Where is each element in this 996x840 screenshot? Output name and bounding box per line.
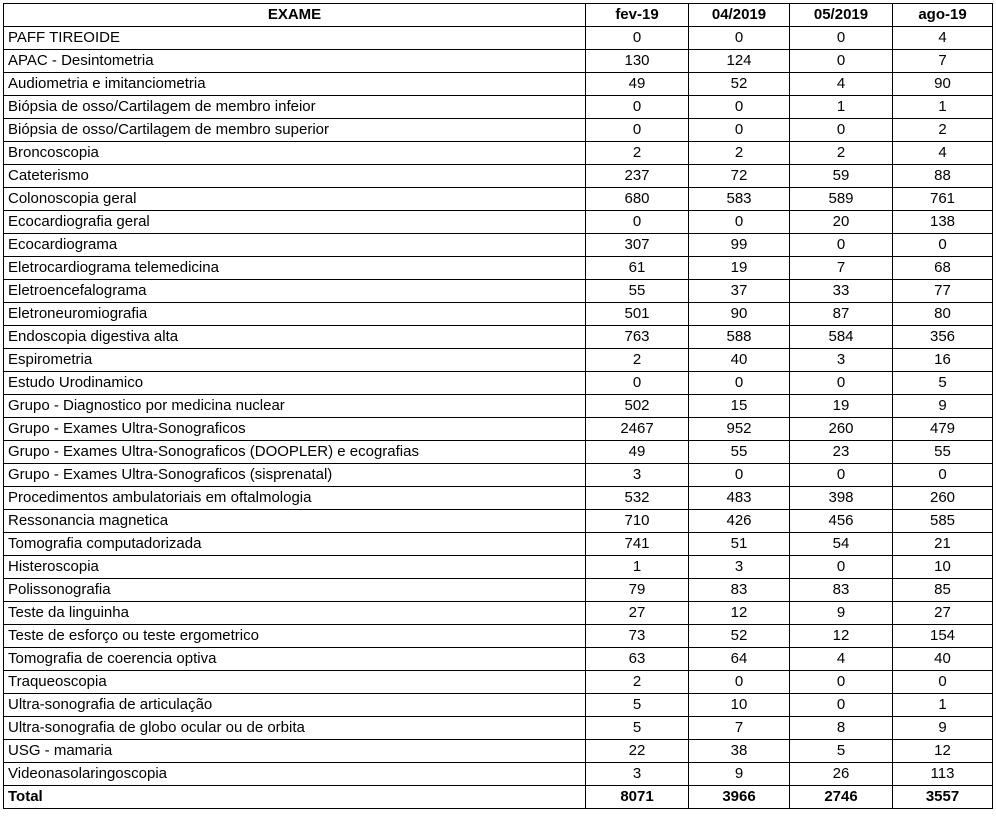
table-row xyxy=(4,740,993,763)
total-label: Total xyxy=(4,786,586,809)
value-ago-19: 55 xyxy=(893,441,993,464)
exam-name: Histeroscopia xyxy=(4,556,586,579)
value-04-2019: 0 xyxy=(689,671,790,694)
exam-name: Audiometria e imitanciometria xyxy=(4,73,586,96)
value-ago-19: 7 xyxy=(893,50,993,73)
table-row xyxy=(4,211,993,234)
value-04-2019: 52 xyxy=(689,73,790,96)
table-row xyxy=(4,464,993,487)
table-row xyxy=(4,96,993,119)
value-fev-19: 2 xyxy=(586,349,689,372)
value-04-2019: 99 xyxy=(689,234,790,257)
value-05-2019: 0 xyxy=(790,50,893,73)
exam-name: Teste de esforço ou teste ergometrico xyxy=(4,625,586,648)
value-ago-19: 113 xyxy=(893,763,993,786)
table-row xyxy=(4,694,993,717)
value-04-2019: 51 xyxy=(689,533,790,556)
value-04-2019: 9 xyxy=(689,763,790,786)
value-ago-19: 10 xyxy=(893,556,993,579)
value-fev-19: 3 xyxy=(586,464,689,487)
value-fev-19: 63 xyxy=(586,648,689,671)
table-row xyxy=(4,165,993,188)
value-05-2019: 0 xyxy=(790,119,893,142)
value-04-2019: 3 xyxy=(689,556,790,579)
value-05-2019: 12 xyxy=(790,625,893,648)
value-05-2019: 54 xyxy=(790,533,893,556)
value-05-2019: 3 xyxy=(790,349,893,372)
value-ago-19: 260 xyxy=(893,487,993,510)
value-04-2019: 124 xyxy=(689,50,790,73)
value-04-2019: 0 xyxy=(689,96,790,119)
value-fev-19: 680 xyxy=(586,188,689,211)
value-05-2019: 4 xyxy=(790,648,893,671)
value-fev-19: 22 xyxy=(586,740,689,763)
value-04-2019: 12 xyxy=(689,602,790,625)
value-ago-19: 761 xyxy=(893,188,993,211)
value-04-2019: 55 xyxy=(689,441,790,464)
value-fev-19: 237 xyxy=(586,165,689,188)
value-ago-19: 138 xyxy=(893,211,993,234)
value-fev-19: 49 xyxy=(586,73,689,96)
value-fev-19: 532 xyxy=(586,487,689,510)
value-ago-19: 77 xyxy=(893,280,993,303)
exam-name: PAFF TIREOIDE xyxy=(4,27,586,50)
value-05-2019: 0 xyxy=(790,556,893,579)
value-05-2019: 83 xyxy=(790,579,893,602)
table-row xyxy=(4,349,993,372)
value-ago-19: 12 xyxy=(893,740,993,763)
value-05-2019: 23 xyxy=(790,441,893,464)
value-04-2019: 583 xyxy=(689,188,790,211)
value-fev-19: 27 xyxy=(586,602,689,625)
value-04-2019: 15 xyxy=(689,395,790,418)
value-fev-19: 130 xyxy=(586,50,689,73)
exam-name: Eletroencefalograma xyxy=(4,280,586,303)
value-04-2019: 483 xyxy=(689,487,790,510)
value-05-2019: 8 xyxy=(790,717,893,740)
table-row xyxy=(4,142,993,165)
value-04-2019: 52 xyxy=(689,625,790,648)
value-04-2019: 40 xyxy=(689,349,790,372)
value-04-2019: 37 xyxy=(689,280,790,303)
table-row xyxy=(4,533,993,556)
exam-name: APAC - Desintometria xyxy=(4,50,586,73)
value-05-2019: 9 xyxy=(790,602,893,625)
value-05-2019: 5 xyxy=(790,740,893,763)
table-row xyxy=(4,73,993,96)
table-row xyxy=(4,395,993,418)
value-04-2019: 10 xyxy=(689,694,790,717)
header-ago-19: ago-19 xyxy=(893,4,993,27)
value-ago-19: 4 xyxy=(893,142,993,165)
value-04-2019: 64 xyxy=(689,648,790,671)
value-05-2019: 87 xyxy=(790,303,893,326)
value-04-2019: 2 xyxy=(689,142,790,165)
value-04-2019: 426 xyxy=(689,510,790,533)
value-04-2019: 83 xyxy=(689,579,790,602)
value-fev-19: 0 xyxy=(586,119,689,142)
value-05-2019: 456 xyxy=(790,510,893,533)
value-05-2019: 7 xyxy=(790,257,893,280)
exam-table xyxy=(3,3,993,809)
value-05-2019: 0 xyxy=(790,694,893,717)
value-05-2019: 398 xyxy=(790,487,893,510)
table-row xyxy=(4,487,993,510)
value-ago-19: 2 xyxy=(893,119,993,142)
value-fev-19: 49 xyxy=(586,441,689,464)
value-fev-19: 55 xyxy=(586,280,689,303)
value-04-2019: 0 xyxy=(689,211,790,234)
value-05-2019: 0 xyxy=(790,464,893,487)
exam-name: Grupo - Diagnostico por medicina nuclear xyxy=(4,395,586,418)
value-05-2019: 260 xyxy=(790,418,893,441)
table-row xyxy=(4,372,993,395)
table-row xyxy=(4,510,993,533)
value-ago-19: 90 xyxy=(893,73,993,96)
value-04-2019: 90 xyxy=(689,303,790,326)
exam-name: Ultra-sonografia de articulação xyxy=(4,694,586,717)
value-04-2019: 7 xyxy=(689,717,790,740)
value-ago-19: 585 xyxy=(893,510,993,533)
value-04-2019: 19 xyxy=(689,257,790,280)
value-fev-19: 0 xyxy=(586,211,689,234)
exam-name: Ultra-sonografia de globo ocular ou de orbita xyxy=(4,717,586,740)
value-04-2019: 38 xyxy=(689,740,790,763)
exam-name: Estudo Urodinamico xyxy=(4,372,586,395)
exam-name: Ecocardiografia geral xyxy=(4,211,586,234)
exam-name: Cateterismo xyxy=(4,165,586,188)
value-fev-19: 502 xyxy=(586,395,689,418)
value-04-2019: 0 xyxy=(689,119,790,142)
table-row xyxy=(4,602,993,625)
exam-name: Biópsia de osso/Cartilagem de membro infeior xyxy=(4,96,586,119)
total-ago-19: 3557 xyxy=(893,786,993,809)
exam-name: Ecocardiograma xyxy=(4,234,586,257)
total-04-2019: 3966 xyxy=(689,786,790,809)
value-fev-19: 61 xyxy=(586,257,689,280)
header-exame: EXAME xyxy=(4,4,586,27)
value-fev-19: 710 xyxy=(586,510,689,533)
total-row xyxy=(4,786,993,809)
value-05-2019: 0 xyxy=(790,671,893,694)
table-row xyxy=(4,418,993,441)
value-ago-19: 154 xyxy=(893,625,993,648)
value-ago-19: 40 xyxy=(893,648,993,671)
exam-name: Teste da linguinha xyxy=(4,602,586,625)
value-ago-19: 479 xyxy=(893,418,993,441)
value-ago-19: 9 xyxy=(893,717,993,740)
value-fev-19: 2 xyxy=(586,142,689,165)
value-ago-19: 1 xyxy=(893,694,993,717)
value-ago-19: 68 xyxy=(893,257,993,280)
value-04-2019: 0 xyxy=(689,27,790,50)
table-body xyxy=(4,27,993,786)
table-row xyxy=(4,671,993,694)
table-row xyxy=(4,717,993,740)
exam-name: Grupo - Exames Ultra-Sonograficos xyxy=(4,418,586,441)
table-row xyxy=(4,27,993,50)
value-05-2019: 26 xyxy=(790,763,893,786)
value-ago-19: 1 xyxy=(893,96,993,119)
value-05-2019: 0 xyxy=(790,27,893,50)
exam-name: Eletroneuromiografia xyxy=(4,303,586,326)
table-row xyxy=(4,579,993,602)
table-row xyxy=(4,326,993,349)
value-ago-19: 9 xyxy=(893,395,993,418)
exam-name: Ressonancia magnetica xyxy=(4,510,586,533)
table-row xyxy=(4,763,993,786)
value-ago-19: 0 xyxy=(893,234,993,257)
value-fev-19: 73 xyxy=(586,625,689,648)
value-fev-19: 501 xyxy=(586,303,689,326)
value-ago-19: 0 xyxy=(893,464,993,487)
value-fev-19: 763 xyxy=(586,326,689,349)
table-row xyxy=(4,188,993,211)
value-fev-19: 741 xyxy=(586,533,689,556)
value-05-2019: 33 xyxy=(790,280,893,303)
exam-name: Biópsia de osso/Cartilagem de membro superior xyxy=(4,119,586,142)
value-05-2019: 0 xyxy=(790,372,893,395)
value-fev-19: 307 xyxy=(586,234,689,257)
value-ago-19: 0 xyxy=(893,671,993,694)
value-05-2019: 1 xyxy=(790,96,893,119)
table-row xyxy=(4,648,993,671)
exam-name: USG - mamaria xyxy=(4,740,586,763)
exam-name: Videonasolaringoscopia xyxy=(4,763,586,786)
exam-name: Traqueoscopia xyxy=(4,671,586,694)
exam-name: Tomografia de coerencia optiva xyxy=(4,648,586,671)
value-05-2019: 2 xyxy=(790,142,893,165)
header-04-2019: 04/2019 xyxy=(689,4,790,27)
value-05-2019: 589 xyxy=(790,188,893,211)
value-05-2019: 0 xyxy=(790,234,893,257)
value-fev-19: 3 xyxy=(586,763,689,786)
value-04-2019: 0 xyxy=(689,372,790,395)
value-ago-19: 21 xyxy=(893,533,993,556)
exam-name: Endoscopia digestiva alta xyxy=(4,326,586,349)
total-fev-19: 8071 xyxy=(586,786,689,809)
value-ago-19: 80 xyxy=(893,303,993,326)
value-05-2019: 4 xyxy=(790,73,893,96)
exam-name: Grupo - Exames Ultra-Sonograficos (sisprenatal) xyxy=(4,464,586,487)
value-fev-19: 1 xyxy=(586,556,689,579)
value-fev-19: 0 xyxy=(586,96,689,119)
value-ago-19: 16 xyxy=(893,349,993,372)
exam-name: Broncoscopia xyxy=(4,142,586,165)
value-ago-19: 27 xyxy=(893,602,993,625)
table-row xyxy=(4,280,993,303)
table-row xyxy=(4,119,993,142)
exam-name: Grupo - Exames Ultra-Sonograficos (DOOPLER) e ecografias xyxy=(4,441,586,464)
value-ago-19: 88 xyxy=(893,165,993,188)
exam-name: Polissonografia xyxy=(4,579,586,602)
value-fev-19: 5 xyxy=(586,694,689,717)
value-05-2019: 19 xyxy=(790,395,893,418)
table-row xyxy=(4,303,993,326)
value-04-2019: 72 xyxy=(689,165,790,188)
value-05-2019: 584 xyxy=(790,326,893,349)
table-row xyxy=(4,257,993,280)
value-04-2019: 952 xyxy=(689,418,790,441)
value-ago-19: 356 xyxy=(893,326,993,349)
value-ago-19: 4 xyxy=(893,27,993,50)
table-row xyxy=(4,234,993,257)
header-fev-19: fev-19 xyxy=(586,4,689,27)
value-ago-19: 5 xyxy=(893,372,993,395)
value-fev-19: 2467 xyxy=(586,418,689,441)
value-fev-19: 2 xyxy=(586,671,689,694)
table-row xyxy=(4,441,993,464)
table-row xyxy=(4,50,993,73)
value-fev-19: 0 xyxy=(586,372,689,395)
value-04-2019: 0 xyxy=(689,464,790,487)
table-row xyxy=(4,625,993,648)
exam-name: Colonoscopia geral xyxy=(4,188,586,211)
value-05-2019: 20 xyxy=(790,211,893,234)
value-05-2019: 59 xyxy=(790,165,893,188)
value-fev-19: 0 xyxy=(586,27,689,50)
table-row xyxy=(4,556,993,579)
value-ago-19: 85 xyxy=(893,579,993,602)
value-04-2019: 588 xyxy=(689,326,790,349)
exam-name: Tomografia computadorizada xyxy=(4,533,586,556)
value-fev-19: 79 xyxy=(586,579,689,602)
header-row xyxy=(4,4,993,27)
value-fev-19: 5 xyxy=(586,717,689,740)
exam-name: Eletrocardiograma telemedicina xyxy=(4,257,586,280)
total-05-2019: 2746 xyxy=(790,786,893,809)
exam-name: Espirometria xyxy=(4,349,586,372)
exam-name: Procedimentos ambulatoriais em oftalmologia xyxy=(4,487,586,510)
header-05-2019: 05/2019 xyxy=(790,4,893,27)
